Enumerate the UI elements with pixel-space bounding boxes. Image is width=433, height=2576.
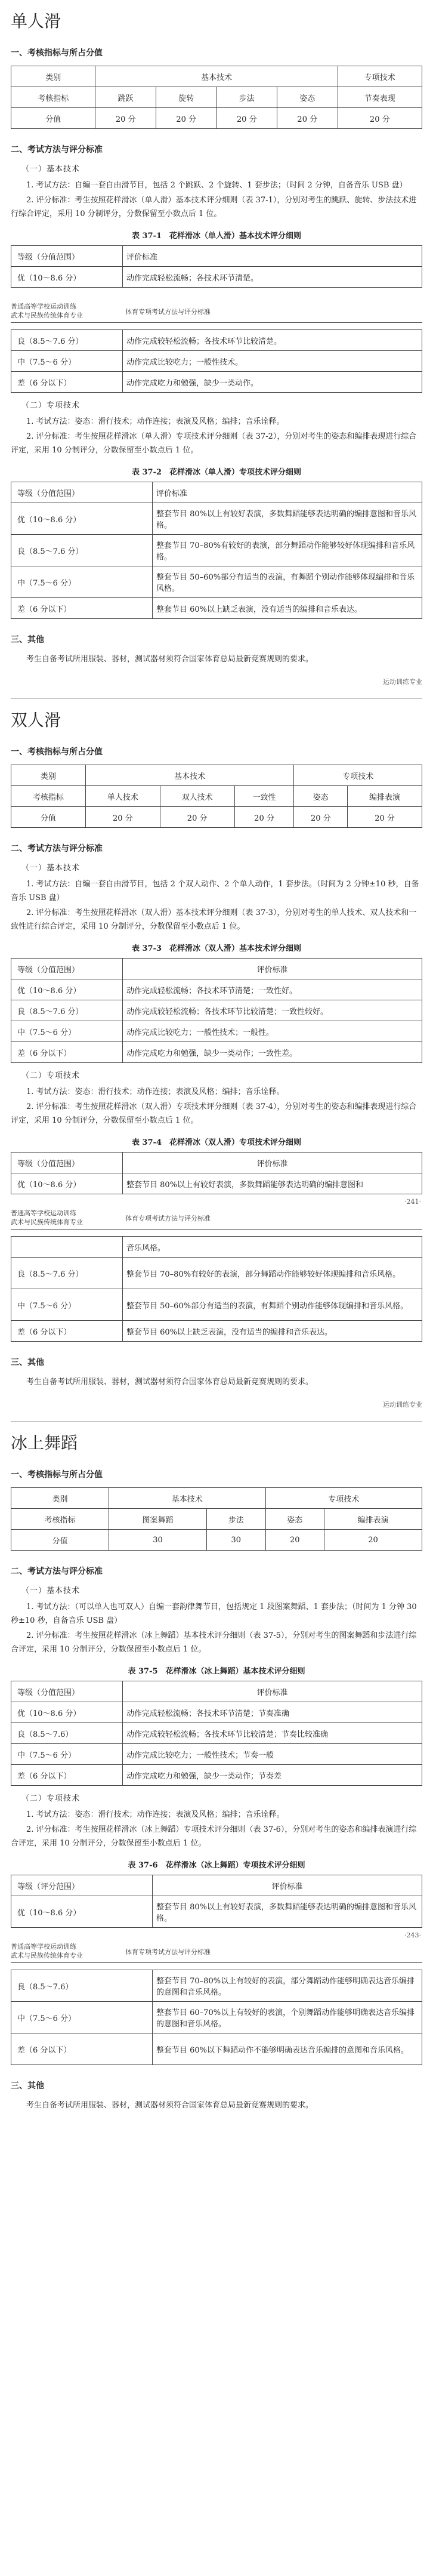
table-cell: 20 分	[294, 807, 348, 828]
table-cell: 动作完成较轻松流畅；各技术环节比较清楚。	[123, 330, 422, 351]
table-header-cell: 评价标准	[123, 1153, 422, 1173]
table-cell: 整套节目 60%以上缺乏表演，没有适当的编排和音乐表达。	[153, 598, 422, 619]
heading-indicators: 一、考核指标与所占分值	[11, 1470, 103, 1480]
table-cell: 跳跃	[95, 87, 156, 108]
header-rule	[11, 1229, 422, 1230]
table-cell: 专项技术	[294, 765, 422, 786]
eval-table	[11, 245, 422, 288]
table-cell: 一致性	[234, 786, 294, 807]
table-cell: 差（6 分以下）	[11, 1042, 123, 1063]
table-cell: 20 分	[277, 108, 338, 129]
table-caption: 表 37-6 花样滑冰（冰上舞蹈）专项技术评分细则	[128, 1861, 305, 1870]
heading-other: 三、其他	[11, 1358, 44, 1367]
table-header-cell: 等级（评分范围）	[11, 1875, 153, 1896]
table-cell: 动作完成轻松流畅；各技术环节清楚；节奏准确	[123, 1702, 422, 1723]
header-line: 普通高等学校运动训练	[11, 303, 76, 310]
table-header-cell: 等级（分值范围）	[11, 482, 153, 503]
header-rule	[11, 1962, 422, 1963]
table-caption: 表 37-3 花样滑冰（双人滑）基本技术评分细则	[131, 944, 302, 953]
table-caption: 表 37-1 花样滑冰（单人滑）基本技术评分细则	[131, 232, 302, 241]
paragraph: 1. 考试方法：（可以单人也可双人）自编一套韵律舞节目，包括规定 1 段图案舞蹈、1 套步法；（时间为 1 分钟 30 秒±10 秒，自备音乐 USB 盘）	[11, 1603, 417, 1625]
header-line: 武术与民族传统体育专业	[11, 1952, 83, 1959]
table-cell: 考核指标	[11, 1509, 109, 1530]
heading-methods: 二、考试方法与评分标准	[11, 844, 103, 853]
table-header-cell: 等级（分值范围）	[11, 959, 123, 979]
table-header-cell: 评价标准	[153, 482, 422, 503]
paragraph: 2. 评分标准：考生按照花样滑冰（冰上舞蹈）基本技术评分细则（表 37-5），分别对考生的图案舞蹈和步法进行综合评定，采用 10 分制评分，分数保留至小数点后 1 位。	[11, 1631, 417, 1654]
table-cell: 整套节目 60%以上缺乏表演，没有适当的编排和音乐表达。	[123, 1321, 422, 1342]
score-table	[11, 66, 422, 129]
table-cell: 良（8.5～7.6 分）	[11, 535, 153, 566]
running-header-left	[11, 1942, 83, 1960]
table-cell: 姿态	[277, 87, 338, 108]
footer-note: 运动训练专业	[383, 1401, 422, 1409]
table-cell: 图案舞蹈	[109, 1509, 207, 1530]
section-title: 冰上舞蹈	[11, 1433, 78, 1453]
section-title: 双人滑	[11, 710, 61, 730]
table-cell: 动作完成比较吃力；一般性技术；节奏一般	[123, 1744, 422, 1765]
table-header-cell: 评价标准	[123, 959, 422, 979]
table-cell: 动作完成较轻松流畅；各技术环节比较清楚；一致性较好。	[123, 1000, 422, 1021]
table-header-cell: 评价标准	[123, 246, 422, 267]
table-cell: 编排表演	[348, 786, 422, 807]
paragraph: 1. 考试方法：姿态：滑行技术；动作连接；表演及风格；编排；音乐诠释。	[26, 1810, 284, 1819]
table-cell: 20 分	[95, 108, 156, 129]
paragraph: 1. 考试方法：自编一套自由滑节目，包括 2 个跳跃、2 个旋转、1 套步法；（时间 2 分钟，自备音乐 USB 盘）	[26, 181, 407, 190]
table-cell: 整套节目 50–60%部分有适当的表演，有舞蹈个别动作能够体现编排和音乐风格。	[123, 1289, 422, 1321]
eval-table	[11, 1236, 422, 1342]
table-cell: 专项技术	[338, 66, 422, 87]
table-cell: 节奏表现	[338, 87, 422, 108]
table-cell: 动作完成比较吃力；一般性技术。	[123, 351, 422, 372]
footer-note: 运动训练专业	[383, 678, 422, 686]
table-cell: 基本技术	[85, 765, 294, 786]
heading-methods: 二、考试方法与评分标准	[11, 1567, 103, 1576]
paragraph: 1. 考试方法：姿态：滑行技术；动作连接；表演及风格；编排；音乐诠释。	[26, 1087, 284, 1096]
table-cell: 30	[109, 1530, 207, 1551]
table-cell: 整套节目 60–70%以上有较好的表演，个别舞蹈动作能够明确表达音乐编排的意图和音乐风格。	[153, 2002, 422, 2033]
table-cell: 动作完成轻松流畅；各技术环节清楚；一致性好。	[123, 979, 422, 1000]
header-line: 武术与民族传统体育专业	[11, 312, 83, 319]
table-cell: 中（7.5～6 分）	[11, 2002, 153, 2033]
table-header-cell: 评价标准	[123, 1681, 422, 1702]
eval-table	[11, 1152, 422, 1194]
table-cell: 20	[324, 1530, 422, 1551]
section-title: 单人滑	[11, 11, 61, 31]
table-cell: 类别	[11, 765, 86, 786]
paragraph: 考生自备考试所用服装、器材，测试器材须符合国家体育总局最新竞赛规则的要求。	[26, 655, 314, 664]
table-cell: 30	[207, 1530, 265, 1551]
heading-other: 三、其他	[11, 635, 44, 645]
table-cell: 音乐风格。	[123, 1237, 422, 1258]
heading-special: （二）专项技术	[21, 401, 81, 410]
table-cell: 优（10～8.6 分）	[11, 503, 153, 535]
table-cell: 动作完成轻松流畅；各技术环节清楚。	[123, 267, 422, 288]
table-cell: 20 分	[85, 807, 160, 828]
table-cell: 动作完成比较吃力；一般性技术；一般性。	[123, 1021, 422, 1042]
table-cell: 类别	[11, 1488, 109, 1509]
table-cell: 20 分	[156, 108, 216, 129]
header-line: 普通高等学校运动训练	[11, 1209, 76, 1217]
table-cell: 动作完成较轻松流畅；各技术环节比较清楚；节奏比较准确	[123, 1723, 422, 1744]
eval-table	[11, 1681, 422, 1786]
running-header-right: 体育专项考试方法与评分标准	[125, 308, 211, 316]
paragraph: 2. 评分标准：考生按照花样滑冰（单人滑）专项技术评分细则（表 37-2），分别对考生的姿态和编排表现进行综合评定，采用 10 分制评分，分数保留至小数点后 1 位。	[11, 432, 417, 455]
table-cell: 20 分	[234, 807, 294, 828]
table-cell: 差（6 分以下）	[11, 598, 153, 619]
score-table	[11, 765, 422, 828]
table-cell: 良（8.5～7.6 分）	[11, 330, 123, 351]
table-cell: 良（8.5～7.6 分）	[11, 1258, 123, 1289]
table-cell: 优（10～8.6 分）	[11, 1173, 123, 1194]
table-header-cell: 等级（分值范围）	[11, 1681, 123, 1702]
eval-table	[11, 329, 422, 393]
table-caption: 表 37-4 花样滑冰（双人滑）专项技术评分细则	[131, 1138, 302, 1147]
page-header	[0, 1931, 433, 1966]
table-cell: 考核指标	[11, 786, 86, 807]
table-cell	[11, 1237, 123, 1258]
eval-table	[11, 482, 422, 619]
header-line: 武术与民族传统体育专业	[11, 1218, 83, 1226]
table-cell: 优（10～8.6 分）	[11, 979, 123, 1000]
running-header-right: 体育专项考试方法与评分标准	[125, 1948, 211, 1956]
table-cell: 中（7.5～6 分）	[11, 1021, 123, 1042]
heading-basic: （一）基本技术	[21, 864, 81, 873]
header-line: 普通高等学校运动训练	[11, 1943, 76, 1951]
table-cell: 20	[265, 1530, 324, 1551]
table-cell: 整套节目 80%以上有较好表演，多数舞蹈能够表达明确的编排意图和	[123, 1173, 422, 1194]
table-cell: 单人技术	[85, 786, 160, 807]
table-cell: 考核指标	[11, 87, 95, 108]
table-cell: 良（8.5～7.6）	[11, 1723, 123, 1744]
table-cell: 良（8.5～7.6 分）	[11, 1000, 123, 1021]
eval-table	[11, 1970, 422, 2065]
heading-other: 三、其他	[11, 2081, 44, 2091]
heading-special: （二）专项技术	[21, 1794, 81, 1803]
table-cell: 分值	[11, 108, 95, 129]
table-cell: 20 分	[338, 108, 422, 129]
page-number: ·243·	[404, 1931, 421, 1939]
table-cell: 20 分	[160, 807, 234, 828]
table-cell: 分值	[11, 807, 86, 828]
table-caption: 表 37-5 花样滑冰（冰上舞蹈）基本技术评分细则	[128, 1667, 305, 1676]
section-singles	[0, 0, 433, 699]
table-cell: 中（7.5～6 分）	[11, 351, 123, 372]
heading-basic: （一）基本技术	[21, 165, 81, 174]
paragraph: 2. 评分标准：考生按照花样滑冰（双人滑）基本技术评分细则（表 37-3），分别对考生的单人技术、双人技术和一致性进行综合评定，采用 10 分制评分，分数保留至小数点后 1 位。	[11, 908, 417, 931]
running-header-left	[11, 302, 83, 320]
table-cell: 动作完成吃力和勉强，缺少一类动作；一致性差。	[123, 1042, 422, 1063]
table-cell: 差（6 分以下）	[11, 2033, 153, 2065]
table-cell: 分值	[11, 1530, 109, 1551]
table-cell: 编排表演	[324, 1509, 422, 1530]
table-cell: 差（6 分以下）	[11, 1765, 123, 1786]
paragraph: 2. 评分标准：考生按照花样滑冰（单人滑）基本技术评分细则（表 37-1），分别对考生的跳跃、旋转、步法技术进行综合评定，采用 10 分制评分，分数保留至小数点后 1 位。	[11, 196, 417, 218]
paragraph: 考生自备考试所用服装、器材，测试器材须符合国家体育总局最新竞赛规则的要求。	[26, 1378, 314, 1386]
paragraph: 考生自备考试所用服装、器材，测试器材须符合国家体育总局最新竞赛规则的要求。	[26, 2101, 314, 2110]
table-cell: 整套节目 70–80%以上有较好的表演，部分舞蹈动作能够明确表达音乐编排的意图和音乐风格。	[153, 1970, 422, 2002]
page-number: ·241·	[404, 1198, 421, 1206]
paragraph: 2. 评分标准：考生按照花样滑冰（双人滑）专项技术评分细则（表 37-4），分别对考生的姿态和编排表现进行综合评定，采用 10 分制评分，分数保留至小数点后 1 位。	[11, 1102, 417, 1125]
table-caption: 表 37-2 花样滑冰（单人滑）专项技术评分细则	[131, 468, 302, 477]
table-cell: 整套节目 70–80%有较好的表演，部分舞蹈动作能够较好体现编排和音乐风格。	[123, 1258, 422, 1289]
table-cell: 动作完成吃力和勉强，缺少一类动作。	[123, 372, 422, 393]
table-cell: 基本技术	[109, 1488, 265, 1509]
table-cell: 良（8.5～7.6）	[11, 1970, 153, 2002]
table-cell: 优（10～8.6 分）	[11, 1702, 123, 1723]
table-cell: 双人技术	[160, 786, 234, 807]
score-table	[11, 1487, 422, 1551]
heading-indicators: 一、考核指标与所占分值	[11, 747, 103, 757]
table-cell: 类别	[11, 66, 95, 87]
table-cell: 基本技术	[95, 66, 338, 87]
table-cell: 旋转	[156, 87, 216, 108]
table-cell: 动作完成吃力和勉强，缺少一类动作；节奏差	[123, 1765, 422, 1786]
table-cell: 整套节目 70–80%有较好的表演，部分舞蹈动作能够较好体现编排和音乐风格。	[153, 535, 422, 566]
page-header	[0, 291, 433, 326]
table-cell: 中（7.5～6 分）	[11, 566, 153, 598]
table-cell: 专项技术	[265, 1488, 422, 1509]
running-header-right: 体育专项考试方法与评分标准	[125, 1215, 211, 1222]
table-header-cell: 评价标准	[153, 1875, 422, 1896]
header-rule	[11, 322, 422, 323]
table-cell: 整套节目 80%以上有较好表演，多数舞蹈能够表达明确的编排意图和音乐风格。	[153, 503, 422, 535]
table-cell: 优（10～8.6 分）	[11, 1896, 153, 1928]
table-cell: 姿态	[265, 1509, 324, 1530]
table-cell: 中（7.5～6 分）	[11, 1744, 123, 1765]
running-header-left	[11, 1209, 83, 1227]
heading-indicators: 一、考核指标与所占分值	[11, 48, 103, 58]
table-cell: 整套节目 80%以上有较好表演，多数舞蹈能够表达明确的编排意图和音乐风格。	[153, 1896, 422, 1928]
paragraph: 1. 考试方法：姿态：滑行技术；动作连接；表演及风格；编排；音乐诠释。	[26, 417, 284, 426]
table-cell: 姿态	[294, 786, 348, 807]
table-header-cell: 等级（分值范围）	[11, 246, 123, 267]
table-cell: 20 分	[348, 807, 422, 828]
eval-table	[11, 958, 422, 1063]
table-cell: 中（7.5～6 分）	[11, 1289, 123, 1321]
paragraph: 2. 评分标准：考生按照花样滑冰（冰上舞蹈）专项技术评分细则（表 37-6），分别对考生的姿态和编排表演进行综合评定，采用 10 分制评分，分数保留至小数点后 1 位。	[11, 1825, 417, 1848]
heading-special: （二）专项技术	[21, 1071, 81, 1080]
table-cell: 整套节目 50–60%部分有适当的表演，有舞蹈个别动作能够体现编排和音乐风格。	[153, 566, 422, 598]
table-cell: 差（6 分以下）	[11, 1321, 123, 1342]
heading-basic: （一）基本技术	[21, 1586, 81, 1595]
paragraph: 1. 考试方法：自编一套自由滑节目，包括 2 个双人动作、2 个单人动作，1 套步法。（时间为 2 分钟±10 秒，自备音乐 USB 盘）	[11, 880, 419, 902]
table-header-cell: 等级（分值范围）	[11, 1153, 123, 1173]
heading-methods: 二、考试方法与评分标准	[11, 145, 103, 155]
table-cell: 步法	[216, 87, 277, 108]
section-pairs	[0, 699, 433, 1422]
eval-table	[11, 1875, 422, 1928]
table-cell: 差（6 分以下）	[11, 372, 123, 393]
table-cell: 优（10～8.6 分）	[11, 267, 123, 288]
table-cell: 步法	[207, 1509, 265, 1530]
table-cell: 整套节目 60%以下舞蹈动作不能够明确表达音乐编排的意图和音乐风格。	[153, 2033, 422, 2065]
page-header	[0, 1198, 433, 1232]
section-ice-dance	[0, 1422, 433, 2112]
table-cell: 20 分	[216, 108, 277, 129]
